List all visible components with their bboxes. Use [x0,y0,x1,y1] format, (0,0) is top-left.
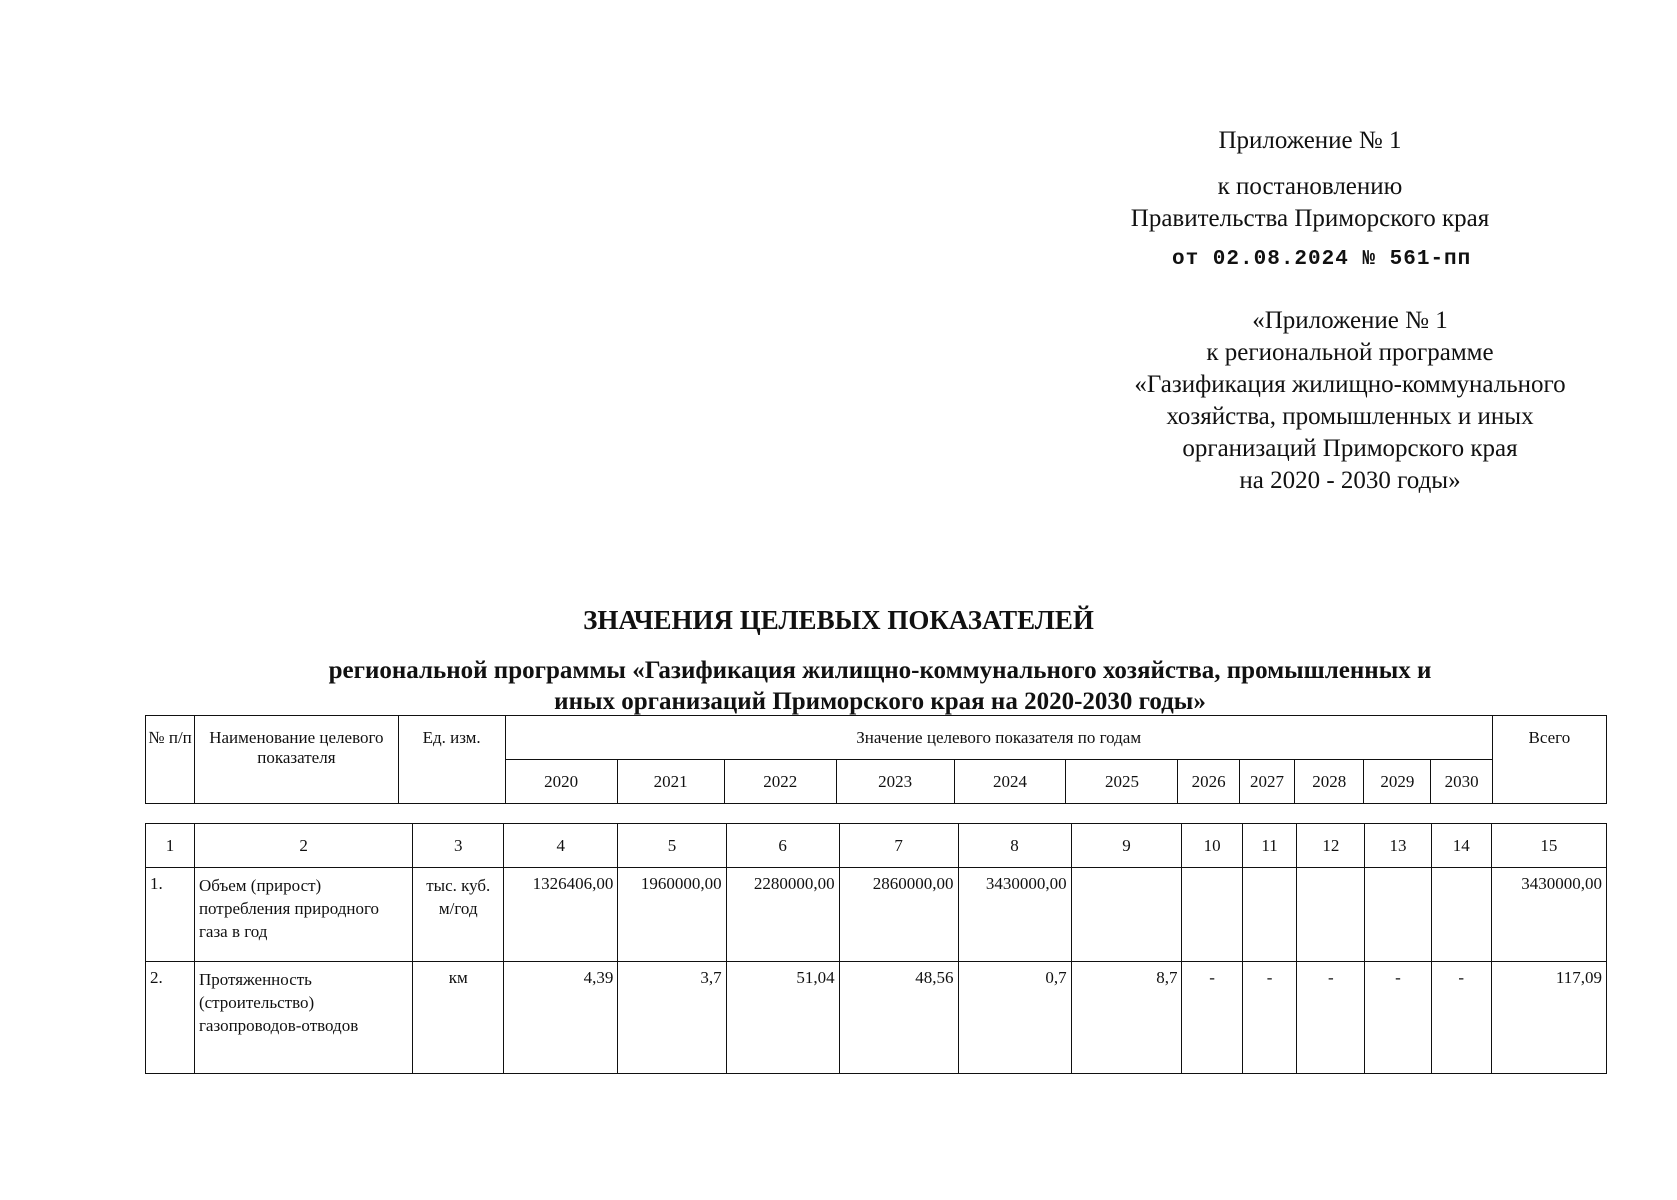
row-value: 51,04 [726,962,839,1074]
row-unit: тыс. куб. м/год [413,868,504,962]
government-label: Правительства Приморского края [1130,205,1490,232]
header-year: 2030 [1431,760,1492,804]
row-value: 1326406,00 [504,868,618,962]
resolution-date-number: от 02.08.2024 № 561-пп [1172,248,1472,271]
header-year: 2029 [1364,760,1431,804]
row-total: 117,09 [1491,962,1606,1074]
row-value [1182,868,1242,962]
row-unit: км [413,962,504,1074]
column-number: 1 [146,824,195,868]
row-num: 1. [146,868,195,962]
row-value: 3430000,00 [958,868,1071,962]
program-line-2: к региональной программе [1206,339,1494,366]
row-value: - [1431,962,1491,1074]
column-number: 10 [1182,824,1242,868]
header-num: № п/п [146,716,195,804]
header-year: 2021 [617,760,724,804]
column-number: 12 [1297,824,1365,868]
row-name: Протяженность (строительство) газопроводов-отводов [194,962,412,1074]
appendix-header [1100,125,1520,235]
program-line-5: организаций Приморского края [1182,435,1518,462]
column-number: 11 [1242,824,1297,868]
to-resolution-label: к постановлению [1217,173,1403,200]
program-line-6: на 2020 - 2030 годы» [1239,467,1461,494]
row-value: 2280000,00 [726,868,839,962]
row-value: - [1297,962,1365,1074]
row-value: 0,7 [958,962,1071,1074]
column-number: 3 [413,824,504,868]
row-value: 1960000,00 [618,868,726,962]
row-value [1071,868,1182,962]
document-title: ЗНАЧЕНИЯ ЦЕЛЕВЫХ ПОКАЗАТЕЛЕЙ [583,605,1094,635]
row-value [1242,868,1297,962]
program-line-4: хозяйства, промышленных и иных [1166,403,1534,430]
row-value [1431,868,1491,962]
column-number: 9 [1071,824,1182,868]
row-value: - [1365,962,1431,1074]
column-number: 4 [504,824,618,868]
row-value: 3,7 [618,962,726,1074]
header-year: 2020 [505,760,617,804]
appendix-label: Приложение № 1 [1218,127,1402,154]
header-year: 2027 [1239,760,1294,804]
row-value: 2860000,00 [839,868,958,962]
program-line-3: «Газификация жилищно-коммунального [1134,371,1566,398]
header-year: 2026 [1178,760,1239,804]
header-values-by-year: Значение целевого показателя по годам [505,716,1492,760]
row-value: 4,39 [504,962,618,1074]
row-value: - [1182,962,1242,1074]
header-name: Наименование целевого показателя [195,716,398,804]
column-number: 5 [618,824,726,868]
header-year: 2023 [836,760,954,804]
table-row [146,868,1607,962]
indicators-header-table [145,715,1607,804]
column-number-row [146,824,1607,868]
row-name: Объем (прирост) потребления природного газа в год [194,868,412,962]
row-num: 2. [146,962,195,1074]
header-year: 2028 [1295,760,1364,804]
header-total: Всего [1492,716,1606,804]
column-number: 15 [1491,824,1606,868]
document-subtitle [0,655,1677,717]
table-row [146,962,1607,1074]
column-number: 6 [726,824,839,868]
header-year: 2024 [954,760,1066,804]
subtitle-line-1: региональной программы «Газификация жилищно-коммунального хозяйства, промышленных и [328,657,1432,684]
subtitle-line-2: иных организаций Приморского края на 2020-2030 годы» [554,688,1206,715]
row-value: 48,56 [839,962,958,1074]
header-year: 2022 [724,760,836,804]
column-number: 13 [1365,824,1431,868]
column-number: 2 [194,824,412,868]
header-unit: Ед. изм. [398,716,505,804]
program-appendix-block [1100,305,1600,497]
row-value: 8,7 [1071,962,1182,1074]
row-value [1365,868,1431,962]
program-line-1: «Приложение № 1 [1252,307,1448,334]
header-year: 2025 [1066,760,1178,804]
column-number: 7 [839,824,958,868]
column-number: 14 [1431,824,1491,868]
row-value: - [1242,962,1297,1074]
row-value [1297,868,1365,962]
row-total: 3430000,00 [1491,868,1606,962]
indicators-body-table [145,823,1607,1074]
column-number: 8 [958,824,1071,868]
